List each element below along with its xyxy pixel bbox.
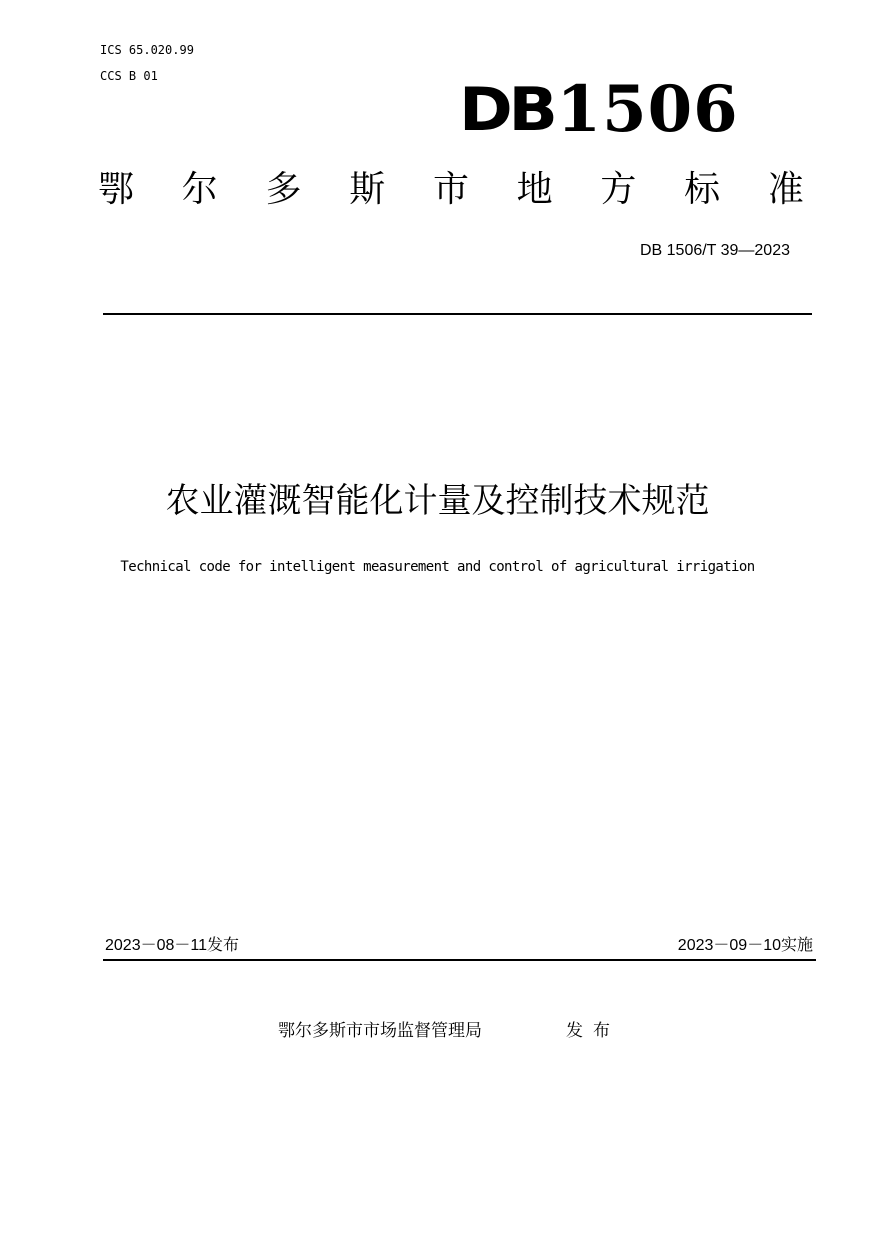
issuing-authority: 鄂尔多斯市市场监督管理局 [278, 1021, 482, 1041]
standard-type-char: 多 [265, 169, 302, 210]
standard-type-char: 斯 [349, 169, 386, 210]
standard-type-char: 标 [684, 169, 721, 210]
effective-date: 2023－09－10实施 [677, 937, 813, 954]
standard-type-char: 准 [767, 169, 804, 210]
standard-type-char: 鄂 [98, 169, 135, 210]
ccs-code: CCS B 01 [100, 69, 158, 83]
ics-code: ICS 65.020.99 [100, 43, 194, 57]
standard-type-title [98, 168, 804, 212]
standard-type-char: 地 [516, 169, 553, 210]
document-number: DB 1506/T 39—2023 [639, 242, 790, 259]
issue-verb: 发布 [566, 1021, 620, 1041]
document-title-cn: 农业灌溉智能化计量及控制技术规范 [165, 481, 710, 521]
db-logo [459, 72, 739, 147]
standard-type-char: 方 [600, 169, 637, 210]
top-divider [103, 313, 812, 315]
publish-date: 2023－08－11发布 [105, 937, 240, 954]
db-letters: DB [459, 75, 554, 145]
db-number: 1506 [556, 72, 739, 147]
standard-type-char: 市 [432, 169, 469, 210]
standard-type-char: 尔 [181, 169, 218, 210]
bottom-divider [103, 959, 816, 961]
document-title-en: Technical code for intelligent measurement and control of agricultural irrigation [120, 559, 755, 575]
